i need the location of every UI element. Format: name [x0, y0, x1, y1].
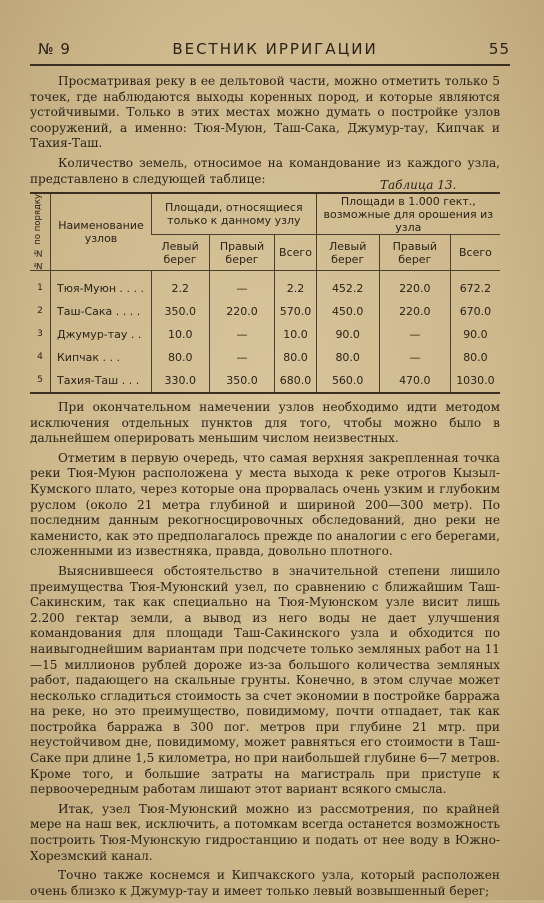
- node-name: Таш-Сака . . . .: [51, 300, 152, 323]
- area-value: 220.0: [379, 300, 450, 323]
- table-row: [30, 323, 500, 346]
- paragraph: Выяснившееся обстоятельство в значительной степени лишило преимущества Тюя-Муюнский узел, по сравнению с ближайшим Таш-Сакинским, так как специально на Тюя-Муюнском узле висит лишь 2.200 гектар земли, а вывод из него воды не дает улучшения командования для площади Таш-Сакинского узла и обходится по наивыгоднейшим вариантам при подсчете только земляных работ на 11—15 миллионов рублей дороже из-за большого количества земляных работ, падающего на скальные грунты. Конечно, в этом случае может несколько сгладиться стоимость за счет экономии в постройке барража на реке, но это преимущество, повидимому, почти отпадает, так как постройка барража в 300 пог. метров при глубине 21 мтр. при неустойчивом дне, повидимому, может равняться его стоимости в Таш-Саке при длине 1,5 километра, но при наибольшей глубине 6—7 метров. Кроме того, и большие затраты на магистраль при приступе к первоочередным работам лишают этот вариант всякого смысла.: [30, 563, 500, 797]
- journal-title: ВЕСТНИК ИРРИГАЦИИ: [172, 40, 378, 58]
- paragraph: Точно также коснемся и Кипчакского узла, который расположен очень близко к Джумур-тау и имеет только левый возвышенный берег;: [30, 868, 500, 898]
- col-name-header: Наименование узлов: [51, 193, 152, 271]
- area-value: 90.0: [450, 323, 500, 346]
- subheader: Правый берег: [209, 235, 275, 271]
- area-value: —: [379, 323, 450, 346]
- area-value: —: [379, 346, 450, 369]
- node-name: Джумур-тау . .: [51, 323, 152, 346]
- area-value: 90.0: [316, 323, 379, 346]
- col-number-header: № № по порядку: [30, 193, 51, 271]
- area-value: 570.0: [275, 300, 316, 323]
- area-value: 452.2: [316, 277, 379, 300]
- table-row: [30, 277, 500, 300]
- area-value: 680.0: [275, 369, 316, 393]
- paragraph: Просматривая реку в ее дельтовой части, можно отметить только 5 точек, где наблюдаются выходы коренных пород, и которые являются устойчивыми. Только в этих местах можно думать о постройке узлов сооружений, а именно: Тюя-Муюн, Таш-Сака, Джумур-тау, Кипчак и Тахия-Таш.: [30, 74, 500, 151]
- issue-number: № 9: [38, 40, 71, 58]
- area-value: 2.2: [275, 277, 316, 300]
- row-number: 1: [37, 283, 43, 294]
- area-value: 1030.0: [450, 369, 500, 393]
- header-rule: [30, 64, 510, 66]
- area-value: 80.0: [450, 346, 500, 369]
- group-header-own: Площади, относящиеся только к данному узлу: [152, 193, 317, 235]
- area-value: 470.0: [379, 369, 450, 393]
- paragraph: Отметим в первую очередь, что самая верхняя закрепленная точка реки Тюя-Муюн расположена у места выхода к реке отрогов Кызыл-Кумского плато, через которые она прорвалась очень узким и глубоким руслом (около 21 метра глубиной и шириной 200—300 метр). По последним данным рекогносцировочных обследований, дно реки не каменисто, как это предполагалось прежде по аналогии с его берегами, сложенными из известняка, правда, довольно плотного.: [30, 450, 500, 559]
- page-number: 55: [488, 40, 510, 58]
- area-value: 450.0: [316, 300, 379, 323]
- area-value: 330.0: [152, 369, 210, 393]
- table-row: [30, 346, 500, 369]
- table-row: [30, 369, 500, 393]
- table-caption: Таблица 13.: [380, 178, 457, 192]
- paragraph: Количество земель, относимое на командование из каждого узла, представлено в следующей таблице:: [30, 155, 500, 186]
- area-value: 10.0: [152, 323, 210, 346]
- group-header-possible: Площади в 1.000 гект., возможные для орошения из узла: [316, 193, 500, 235]
- node-name: Тахия-Таш . . .: [51, 369, 152, 393]
- area-value: 670.0: [450, 300, 500, 323]
- row-number: 2: [37, 306, 43, 317]
- node-name: Тюя-Муюн . . . .: [51, 277, 152, 300]
- area-value: 220.0: [209, 300, 275, 323]
- area-value: 350.0: [209, 369, 275, 393]
- area-value: —: [209, 277, 275, 300]
- area-value: 672.2: [450, 277, 500, 300]
- node-name: Кипчак . . .: [51, 346, 152, 369]
- area-value: —: [209, 346, 275, 369]
- land-area-table: [30, 192, 500, 394]
- area-value: 80.0: [316, 346, 379, 369]
- area-value: 560.0: [316, 369, 379, 393]
- row-number: 5: [30, 369, 51, 393]
- area-value: 80.0: [152, 346, 210, 369]
- subheader: Правый берег: [379, 235, 450, 271]
- body-text: [30, 400, 500, 903]
- row-number: 4: [37, 352, 43, 363]
- paragraph: При окончательном намечении узлов необходимо идти методом исключения отдельных пунктов для того, чтобы можно было в дальнейшем оперировать меньшим числом неизвестных.: [30, 400, 500, 446]
- area-value: —: [209, 323, 275, 346]
- area-value: 220.0: [379, 277, 450, 300]
- intro-text: [30, 74, 500, 191]
- area-value: 80.0: [275, 346, 316, 369]
- subheader: Левый берег: [152, 235, 210, 271]
- table-row: [30, 300, 500, 323]
- area-value: 10.0: [275, 323, 316, 346]
- page-header: [30, 40, 520, 62]
- area-value: 2.2: [152, 277, 210, 300]
- subheader: Левый берег: [316, 235, 379, 271]
- row-number: 3: [37, 329, 43, 340]
- subheader: Всего: [275, 235, 316, 271]
- paragraph: Итак, узел Тюя-Муюнский можно из рассмотрения, по крайней мере на наш век, исключить, а потомкам всегда останется возможность построить Тюя-Муюнскую гидростанцию и подать от нее воду в Южно-Хорезмский канал.: [30, 801, 500, 863]
- area-value: 350.0: [152, 300, 210, 323]
- subheader: Всего: [450, 235, 500, 271]
